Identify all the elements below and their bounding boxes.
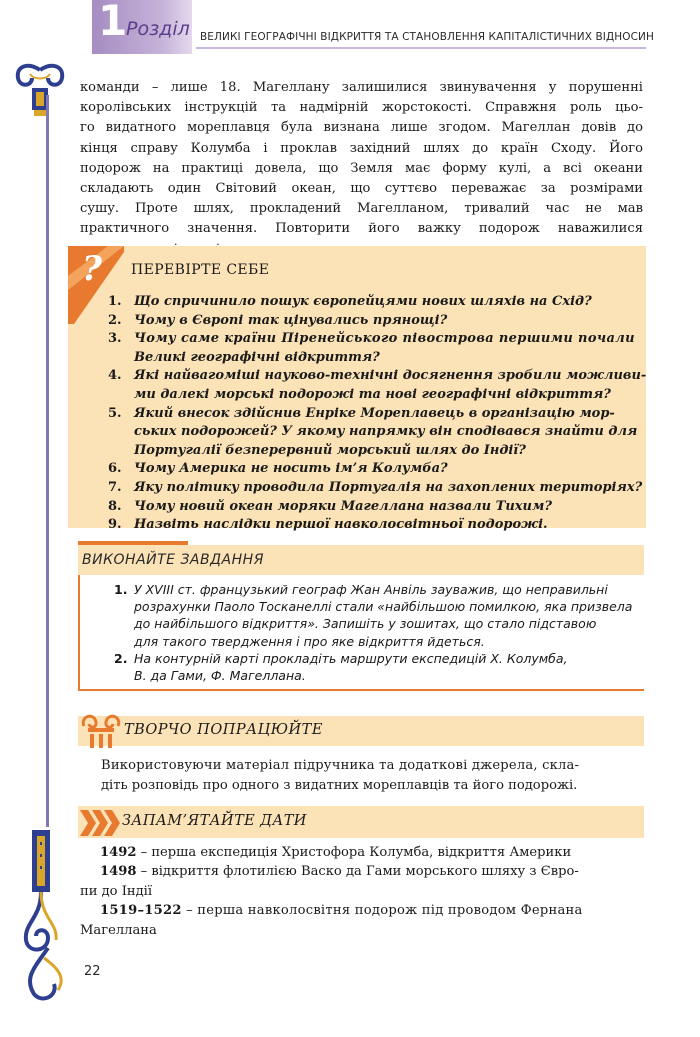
- question-number: 4.: [108, 368, 122, 384]
- do-task-title: ВИКОНАЙТЕ ЗАВДАННЯ: [82, 552, 264, 568]
- question-text: Чому новий океан моряки Магеллана назвали Тихим?: [134, 498, 552, 514]
- body-paragraph: [80, 78, 643, 260]
- date-year: 1498: [100, 864, 137, 880]
- list-item: [108, 479, 643, 498]
- paragraph-line: складають один Світовий океан, що суттєво переважає за розмірами: [80, 181, 643, 197]
- dates-title: ЗАПАМ’ЯТАЙТЕ ДАТИ: [122, 813, 307, 829]
- paragraph-line: практичного значення. Повторити його важку подорож наважилися: [80, 221, 643, 237]
- paragraph-line: го видатного мореплавця була визнана лише згодом. Магеллан довів до: [80, 120, 643, 136]
- questions-list: [108, 293, 647, 535]
- date-text: пи до Індії: [80, 883, 153, 899]
- list-item: [108, 367, 647, 404]
- chapter-word: Розділ: [126, 18, 190, 40]
- question-text: Чому в Європі так цінувались прянощі?: [134, 312, 448, 328]
- question-text: Що спричинило пошук європейцями нових шляхів на Схід?: [134, 294, 592, 309]
- list-item: [108, 312, 622, 331]
- question-number: 5.: [108, 405, 122, 421]
- chapter-number: 1: [98, 0, 128, 45]
- top-ornament-icon: [10, 60, 70, 140]
- creative-text: [101, 756, 644, 796]
- question-number: 7.: [108, 479, 122, 495]
- bottom-ornament-icon: [14, 828, 84, 1008]
- question-text: Назвіть наслідки першої навколосвітньої подорожі.: [134, 517, 548, 533]
- task-text: На контурній карті прокладіть маршрути експедицій Х. Колумба,: [134, 650, 568, 666]
- task-number: 1.: [114, 582, 128, 597]
- task-text: до найбільшого відкриття». Запишіть у зошитах, що стало підставою: [134, 616, 597, 632]
- paragraph-line: кінця справу Колумба і проклав західний шлях до країн Сходу. Його: [80, 140, 643, 156]
- dates-list: [80, 843, 643, 940]
- question-text: Чому Америка не носить ім’я Колумба?: [134, 461, 448, 477]
- question-number: 3.: [108, 331, 122, 347]
- task-number: 2.: [114, 650, 128, 666]
- list-item: [108, 516, 622, 535]
- header-rule: [196, 47, 646, 49]
- task-text: розрахунки Паоло Тосканеллі стали «найбільшою помилкою, яка призвела: [134, 599, 633, 615]
- list-item: [108, 498, 622, 517]
- margin-line: [46, 95, 49, 827]
- question-text: Яку політику проводила Португалія на захоплених територіях?: [134, 479, 643, 495]
- date-text: – перша навколосвітня подорож під проводом Фернана: [181, 903, 583, 919]
- column-capital-icon: [80, 712, 122, 750]
- paragraph-line: сушу. Проте шлях, прокладений Магелланом, тривалий час не мав: [80, 201, 643, 217]
- question-number: 8.: [108, 498, 122, 514]
- question-text: Які найвагоміші науково-технічні досягнення зробили можливи-: [134, 368, 647, 384]
- task-text: В. да Гами, Ф. Магеллана.: [134, 668, 306, 684]
- creative-line: діть розповідь про одного з видатних мореплавців та його подорожі.: [101, 778, 578, 793]
- question-text: Чому саме країни Піренейського півострова першими почали: [134, 331, 635, 347]
- list-item: [80, 862, 643, 881]
- date-text: – перша експедиція Христофора Колумба, відкриття Америки: [136, 845, 572, 860]
- question-text: Великі географічні відкриття?: [134, 349, 380, 365]
- list-item: [80, 901, 643, 920]
- list-item: [108, 330, 635, 367]
- task-text: У XVIII ст. французький географ Жан Анвіль зауважив, що неправильні: [134, 582, 608, 597]
- tasks-list: [114, 581, 642, 684]
- question-text: Який внесок здійснив Енріке Мореплавець в організацію мор-: [134, 405, 615, 421]
- date-text: Магеллана: [80, 922, 157, 938]
- chapter-title: ВЕЛИКІ ГЕОГРАФІЧНІ ВІДКРИТТЯ ТА СТАНОВЛЕННЯ КАПІТАЛІСТИЧНИХ ВІДНОСИН: [200, 31, 654, 43]
- list-item: [108, 405, 638, 461]
- task-text: для такого твердження і про яке відкриття йдеться.: [134, 633, 485, 649]
- paragraph-line: команди – лише 18. Магеллану залишилися звинувачення у порушенні: [80, 80, 643, 95]
- date-year: 1492: [100, 845, 137, 860]
- list-item: [114, 581, 642, 650]
- creative-title: ТВОРЧО ПОПРАЦЮЙТЕ: [124, 722, 323, 738]
- svg-text:?: ?: [82, 249, 102, 289]
- question-text: ських подорожей? У якому напрямку він сподівався знайти для: [134, 424, 638, 440]
- question-number: 2.: [108, 312, 122, 328]
- paragraph-line: королівських інструкцій та надмірній жорстокості. Справжня роль цьо-: [80, 100, 643, 116]
- triple-chevron-icon: [80, 810, 120, 836]
- list-item: [108, 293, 622, 312]
- question-text: ми далекі морські подорожі та нові географічні відкриття?: [134, 386, 611, 402]
- question-number: 1.: [108, 294, 122, 309]
- question-text: Португалії безперервний морський шлях до Індії?: [134, 442, 526, 458]
- list-item: [108, 460, 622, 479]
- question-number: 9.: [108, 517, 122, 533]
- creative-line: Використовуючи матеріал підручника та додаткові джерела, скла-: [101, 758, 580, 773]
- check-yourself-title: ПЕРЕВІРТЕ СЕБЕ: [131, 262, 270, 278]
- list-item: [80, 843, 643, 862]
- paragraph-line: подорож на практиці довела, що Земля має форму кулі, а всі океани: [80, 160, 643, 176]
- date-year: 1519–1522: [100, 903, 182, 919]
- date-text: – відкриття флотилією Васко да Гами морського шляху з Євро-: [136, 864, 579, 880]
- list-item: [114, 650, 642, 684]
- page-number: 22: [84, 964, 101, 979]
- question-number: 6.: [108, 461, 122, 477]
- do-task-accent-bar: [78, 541, 188, 545]
